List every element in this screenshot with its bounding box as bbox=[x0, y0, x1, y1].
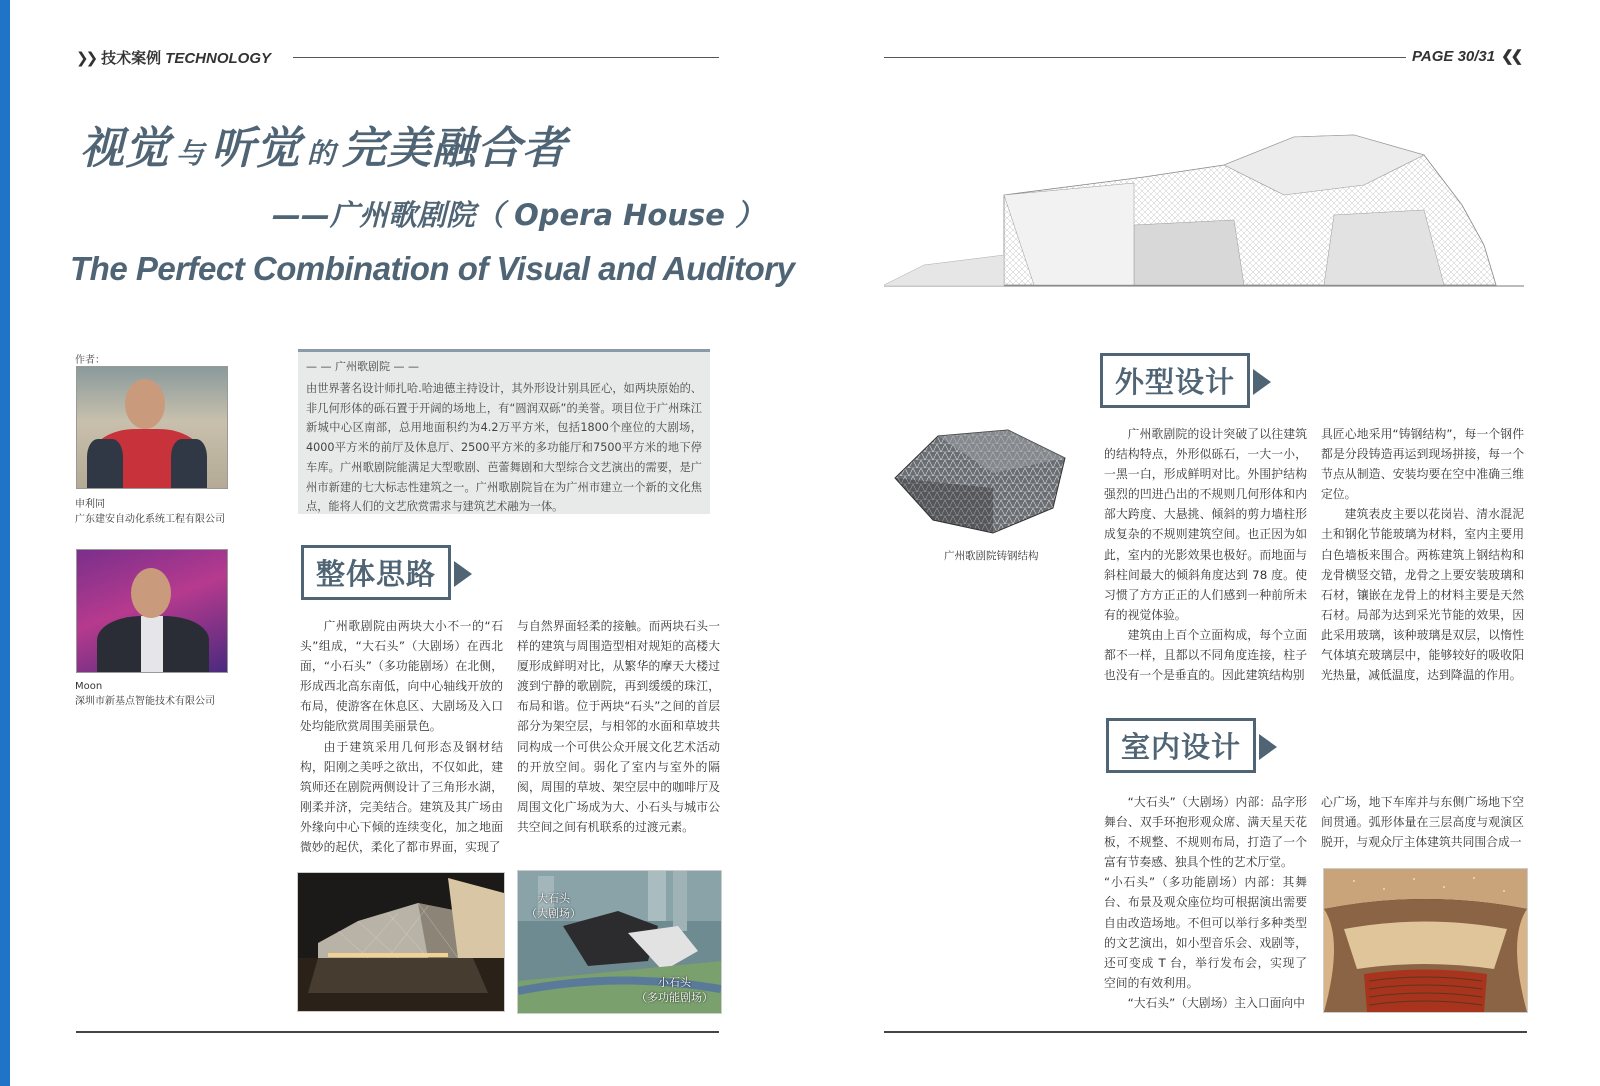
label-line: 小石头 bbox=[658, 976, 691, 989]
article-title-en: The Perfect Combination of Visual and Auditory bbox=[70, 250, 795, 287]
paragraph: 由于建筑采用几何形态及钢材结构，阳刚之美呼之欲出，不仅如此，建筑师还在剧院两侧设计了三角形水湖，刚柔并济，完美结合。建筑及其广场由外缘向中心下倾的连续变化，加之地面微妙的起伏，柔化了都市界面，实现了 bbox=[300, 739, 503, 855]
paragraph: “大石头”（大剧场）内部：品字形舞台、双手环抱形观众席、满天星天花板，不规整、不规则布局，打造了一个富有节奏感、独具个性的艺术厅堂。 bbox=[1104, 795, 1307, 870]
building-wireframe bbox=[884, 125, 1535, 295]
steel-structure-illustration bbox=[893, 428, 1068, 536]
steel-structure-image bbox=[893, 428, 1068, 536]
author-shirt bbox=[141, 616, 163, 673]
opera-house-night-photo bbox=[297, 872, 505, 1012]
title-connector: 与 bbox=[176, 137, 206, 170]
label-tail-icon bbox=[1253, 369, 1271, 395]
paragraph: 广州歌剧院由两块大小不一的“石头”组成，“大石头”（大剧场）在西北面，“小石头”（多功能剧场）在北侧，形成西北高东南低，向中心轴线开放的布局，使游客在休息区、大剧场及入口处均能欣赏周围美丽景色。 bbox=[300, 619, 503, 734]
steel-structure-caption: 广州歌剧院铸钢结构 bbox=[944, 550, 1039, 562]
building-elevation-drawing bbox=[884, 125, 1535, 295]
author-photo bbox=[76, 549, 228, 673]
spine-bar bbox=[0, 0, 10, 1086]
page-label: PAGE 30/31 bbox=[1412, 48, 1496, 65]
section-header bbox=[76, 47, 271, 68]
text-column bbox=[1104, 424, 1307, 685]
label-tail-icon bbox=[454, 561, 472, 587]
label-line: （大剧场） bbox=[526, 907, 581, 920]
section-label-text: 外型设计 bbox=[1100, 353, 1250, 408]
paragraph: 建筑由上百个立面构成，每个立面都不一样，且都以不同角度连接，柱子也没有一个是垂直的。因此建筑结构别 bbox=[1104, 627, 1307, 683]
title-part: 视觉 bbox=[80, 123, 170, 174]
label-line: 大石头 bbox=[537, 892, 570, 905]
title-connector: 的 bbox=[307, 137, 337, 170]
paragraph: “小石头”（多功能剧场）内部：其舞台、布景及观众座位均可根据演出需要自由改造场地。不但可以举行多种类型的文艺演出，如小型音乐会、戏剧等，还可变成 T 台，举行发布会，实现了空间的有效利用。 bbox=[1104, 875, 1307, 990]
abstract-box bbox=[298, 349, 710, 514]
author-jacket bbox=[171, 439, 207, 489]
paragraph: “大石头”（大剧场）主入口面向中 bbox=[1127, 995, 1305, 1010]
header-rule-right bbox=[884, 57, 1406, 58]
author-face bbox=[125, 379, 165, 429]
author-jacket bbox=[87, 439, 123, 489]
author-photo bbox=[76, 366, 228, 489]
page-number bbox=[1412, 47, 1520, 65]
author-company: 深圳市新基点智能技术有限公司 bbox=[75, 696, 215, 707]
section-label-interior bbox=[1106, 718, 1256, 773]
section-label-exterior bbox=[1100, 353, 1250, 408]
author-name: 申利同 bbox=[75, 499, 105, 510]
article-subtitle: ——广州歌剧院（ Opera House ） bbox=[272, 198, 765, 232]
author-company: 广东建安自动化系统工程有限公司 bbox=[75, 514, 225, 525]
theater-illustration bbox=[1324, 869, 1527, 1012]
title-part: 完美融合者 bbox=[342, 123, 568, 174]
footer-rule-left bbox=[76, 1031, 719, 1033]
article-title bbox=[80, 112, 567, 176]
section-label-overall bbox=[301, 545, 451, 600]
aerial-render-photo bbox=[517, 870, 722, 1014]
aerial-label-big bbox=[526, 891, 581, 921]
author-info bbox=[75, 679, 215, 709]
label-tail-icon bbox=[1259, 734, 1277, 760]
section-label-text: 整体思路 bbox=[301, 545, 451, 600]
chevron-right-icon: ❯❯ bbox=[76, 49, 96, 67]
title-part: 听觉 bbox=[211, 123, 302, 174]
author-label: 作者： bbox=[75, 355, 105, 366]
section-name-cn: 技术案例 bbox=[101, 49, 162, 67]
abstract-text: 由世界著名设计师扎哈.哈迪德主持设计，其外形设计别具匠心，如两块原始的、非几何形体的砾石置于开阔的场地上，有“圆润双砾”的美誉。项目位于广州珠江新城中心区南部，总用地面积约为4.2万平方米，包括1800个座位的大剧场，4000平方米的前厅及休息厅、2500平方米的多功能厅和7500平方米的地下停车库。广州歌剧院能满足大型歌剧、芭蕾舞剧和大型综合文艺演出的需要，是广州市新建的七大标志性建筑之一。广州歌剧院旨在为广州市建立一个新的文化焦点，能将人们的文艺欣赏需求与建筑艺术融为一体。 bbox=[306, 382, 702, 514]
author-name: Moon bbox=[75, 681, 103, 692]
header-rule-left bbox=[293, 57, 719, 58]
aerial-label-small bbox=[636, 975, 713, 1005]
text-column bbox=[517, 616, 720, 837]
text-column bbox=[1321, 792, 1524, 852]
theater-interior-photo bbox=[1323, 868, 1528, 1013]
opera-night-illustration bbox=[298, 873, 504, 1011]
paragraph: 建筑表皮主要以花岗岩、清水混泥土和钢化节能玻璃为材料，室内主要用白色墙板来围合。两栋建筑上钢结构和龙骨横竖交错，龙骨之上要安装玻璃和石材，镶嵌在龙骨上的材料主要是天然石材。局部为达到采光节能的效果，因此采用玻璃，该种玻璃是双层，以惰性气体填充玻璃层中，能够较好的吸收阳光热量，减低温度，达到降温的作用。 bbox=[1321, 507, 1524, 683]
chevron-left-icon: ❮❮ bbox=[1501, 48, 1521, 65]
section-label-text: 室内设计 bbox=[1106, 718, 1256, 773]
text-column bbox=[300, 616, 503, 857]
paragraph: 广州歌剧院的设计突破了以往建筑的结构特点，外形似砾石，一大一小，一黑一白，形成鲜明对比。外围护结构强烈的凹进凸出的不规则几何形体和内部大跨度、大悬挑、倾斜的剪力墙柱形成复杂的不规则建筑空间。也正因为如此，室内的光影效果也极好。而地面与斜柱间最大的倾斜角度达到 78 度。使习惯了方方正正的人们感到一种前所未有的视觉体验。 bbox=[1104, 427, 1307, 622]
paragraph: 具匠心地采用“铸钢结构”，每一个钢件都是分段铸造再运到现场拼接，每一个节点从制造、安装均要在空中准确三维定位。 bbox=[1321, 427, 1524, 502]
paragraph: 心广场，地下车库并与东侧广场地下空间贯通。弧形体量在三层高度与观演区脱开，与观众厅主体建筑共同围合成一 bbox=[1321, 795, 1524, 850]
author-info bbox=[75, 497, 225, 527]
text-column bbox=[1321, 424, 1524, 685]
abstract-title: — — 广州歌剧院 — — bbox=[306, 360, 419, 373]
paragraph: 与自然界面轻柔的接触。而两块石头一样的建筑与周围造型相对规矩的高楼大厦形成鲜明对比，从繁华的摩天大楼过渡到宁静的歌剧院，再到缓缓的珠江，布局和谐。位于两块“石头”之间的首层部分为架空层，与相邻的水面和草坡共同构成一个可供公众开展文化艺术活动的开放空间。弱化了室内与室外的隔阂，周围的草坡、架空层中的咖啡厅及周围文化广场成为大、小石头与城市公共空间之间有机联系的过渡元素。 bbox=[517, 619, 720, 834]
footer-rule-right bbox=[884, 1031, 1527, 1033]
section-name-en: TECHNOLOGY bbox=[165, 50, 271, 67]
text-column bbox=[1104, 792, 1307, 1013]
label-line: （多功能剧场） bbox=[636, 991, 713, 1004]
author-face bbox=[131, 568, 171, 618]
